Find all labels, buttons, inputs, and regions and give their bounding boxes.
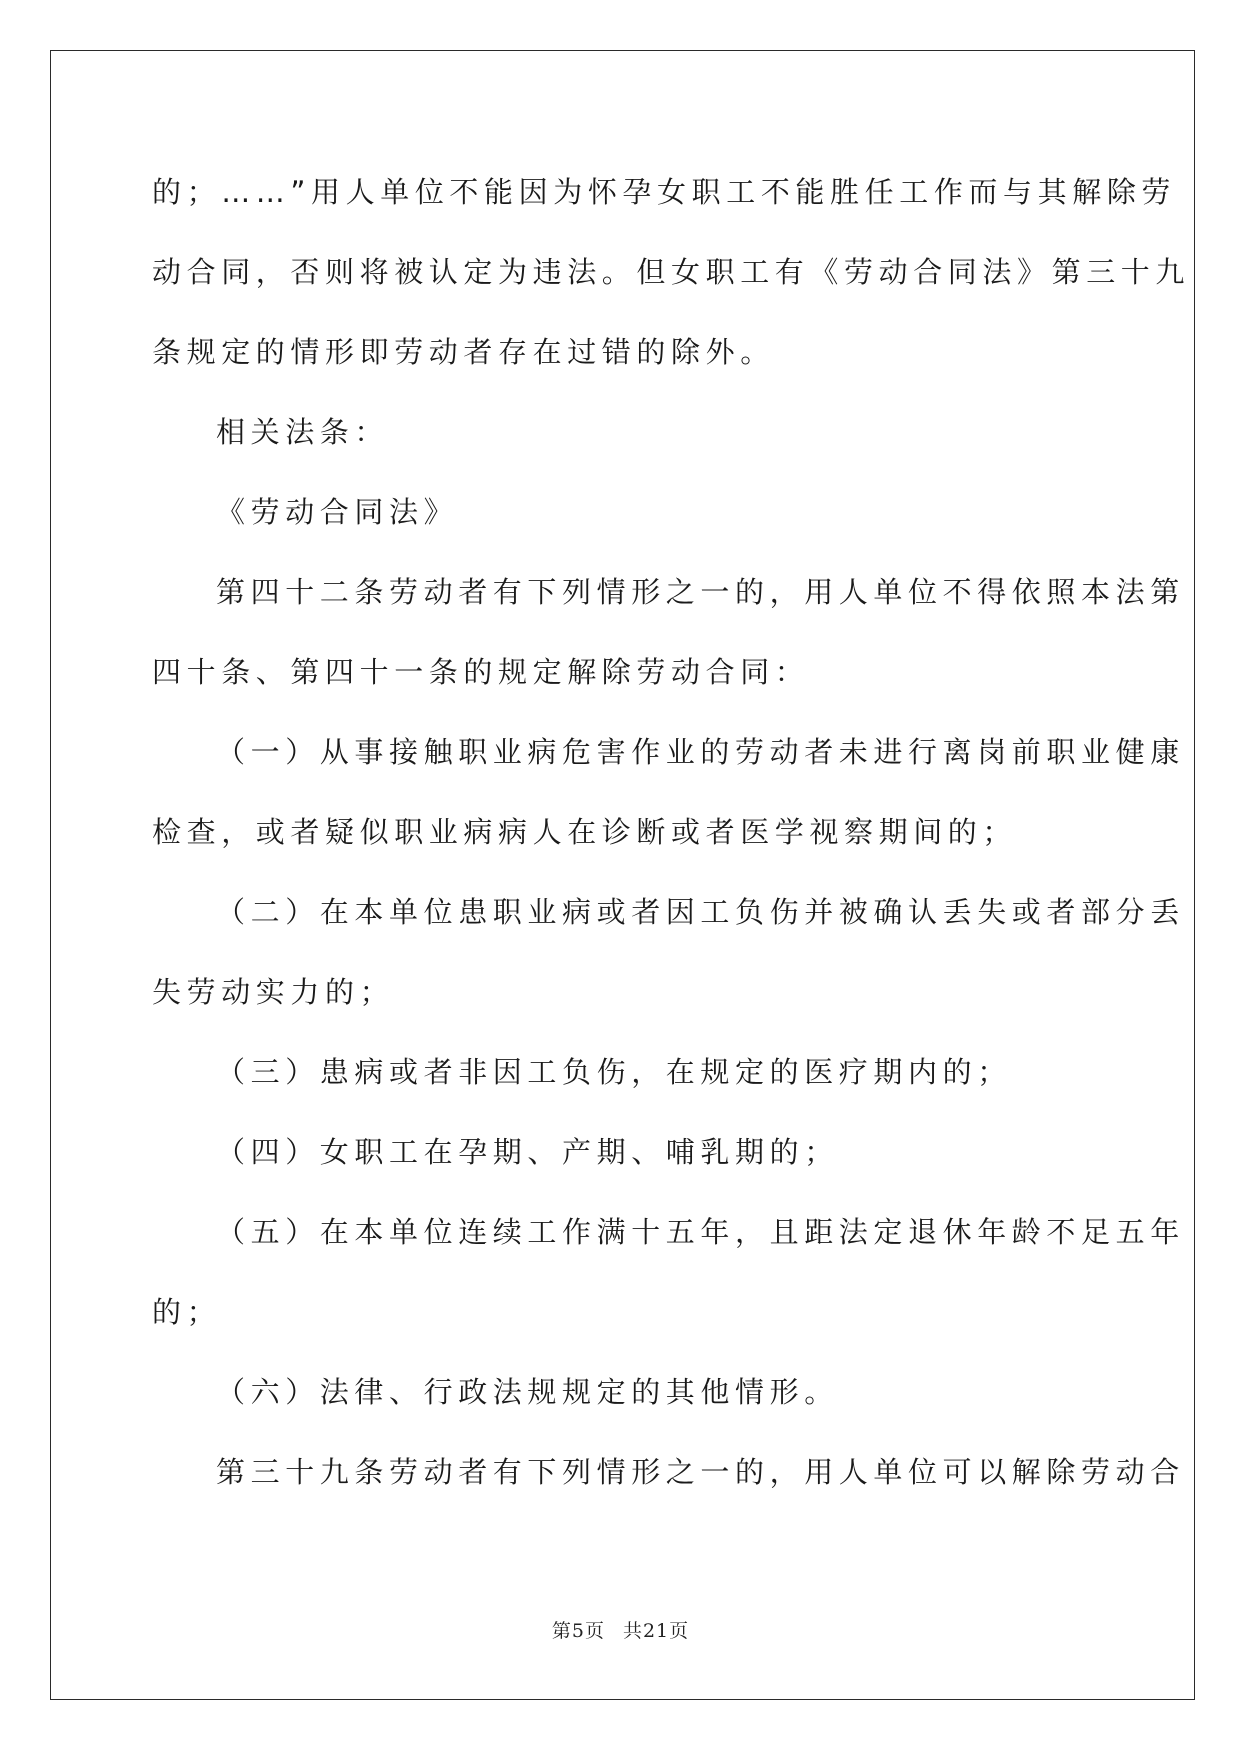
total-pages: 21 xyxy=(642,1620,670,1642)
text-line: （六）法律、行政法规规定的其他情形。 xyxy=(216,1375,839,1409)
text-line: 的； xyxy=(152,1295,222,1329)
total-suffix: 页 xyxy=(669,1620,690,1642)
text-line: 相关法条： xyxy=(216,415,390,449)
text-line: （三）患病或者非因工负伤，在规定的医疗期内的； xyxy=(216,1055,1012,1089)
page-prefix: 第 xyxy=(551,1620,572,1642)
text-line: 失劳动实力的； xyxy=(152,975,395,1009)
total-prefix: 共 xyxy=(622,1620,643,1642)
text-line: 四十条、第四十一条的规定解除劳动合同： xyxy=(152,655,810,689)
document-body xyxy=(152,152,1191,1512)
text-line: （五）在本单位连续工作满十五年，且距法定退休年龄不足五年 xyxy=(216,1215,1185,1249)
page-number: 5 xyxy=(571,1620,585,1642)
page-footer xyxy=(0,1616,1241,1643)
text-line: （四）女职工在孕期、产期、哺乳期的； xyxy=(216,1135,839,1169)
text-line: （二）在本单位患职业病或者因工负伤并被确认丢失或者部分丢 xyxy=(216,895,1185,929)
text-line: 动合同，否则将被认定为违法。但女职工有《劳动合同法》第三十九 xyxy=(152,255,1191,289)
text-line: 条规定的情形即劳动者存在过错的除外。 xyxy=(152,335,775,369)
text-line: 《劳动合同法》 xyxy=(216,495,459,529)
text-line: 第四十二条劳动者有下列情形之一的，用人单位不得依照本法第 xyxy=(216,575,1185,609)
text-line: 的；……”用人单位不能因为怀孕女职工不能胜任工作而与其解除劳 xyxy=(152,175,1177,209)
text-line: 第三十九条劳动者有下列情形之一的，用人单位可以解除劳动合 xyxy=(216,1455,1185,1489)
text-line: 检查，或者疑似职业病病人在诊断或者医学视察期间的； xyxy=(152,815,1018,849)
page-suffix: 页 xyxy=(584,1620,605,1642)
text-line: （一）从事接触职业病危害作业的劳动者未进行离岗前职业健康 xyxy=(216,735,1185,769)
